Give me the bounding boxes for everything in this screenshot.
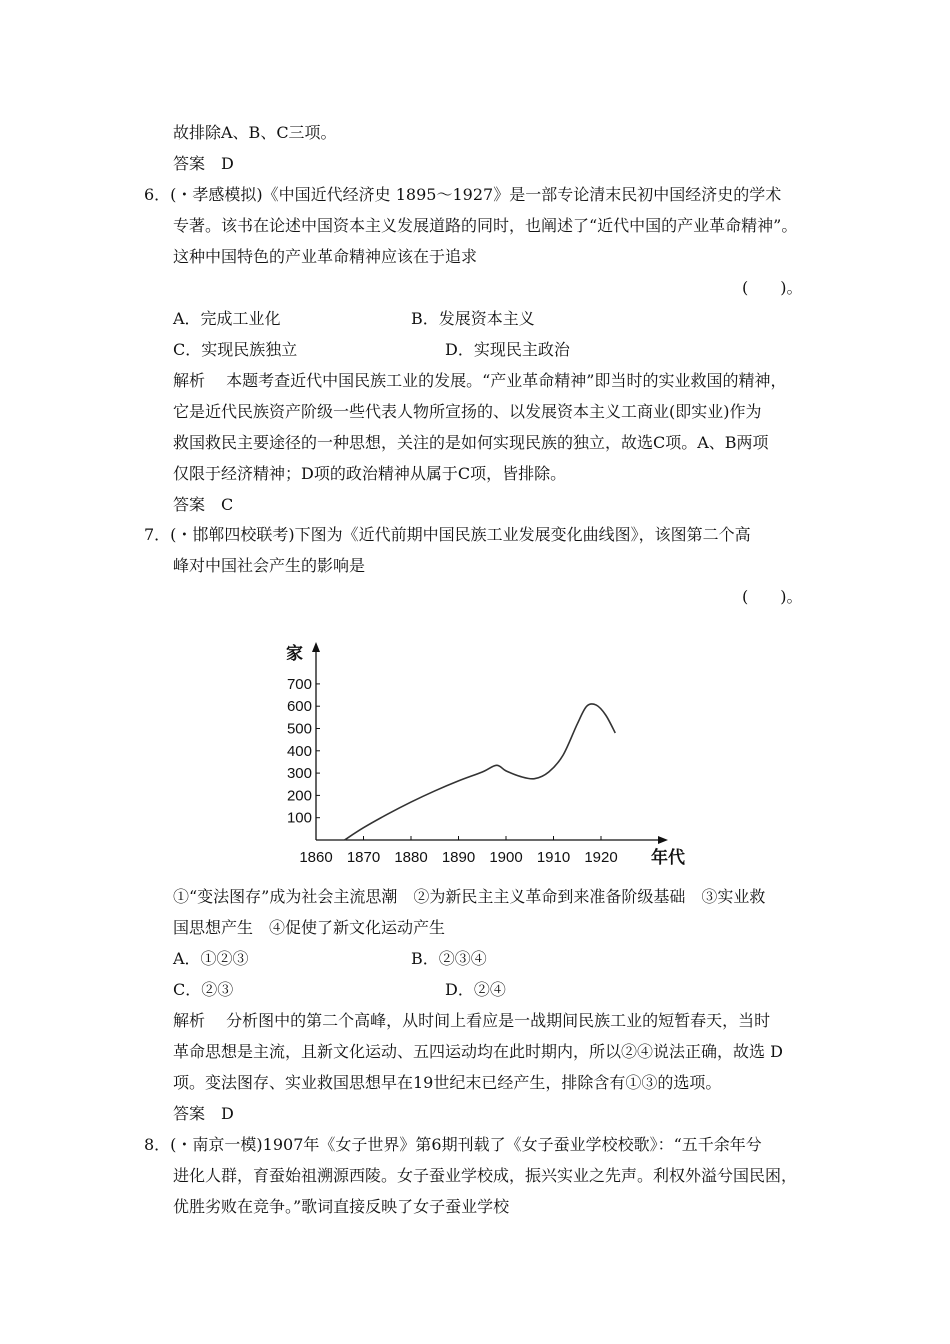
q7-option-c: C．②③ bbox=[173, 980, 234, 999]
y-tick-label: 300 bbox=[286, 765, 312, 783]
y-tick-label: 500 bbox=[286, 720, 312, 738]
q7-explanation-line2: 革命思想是主流，且新文化运动、五四运动均在此时期内，所以②④说法正确，故选 D bbox=[173, 1042, 783, 1061]
q6-stem-line2: 专著。该书在论述中国资本主义发展道路的同时，也阐述了“近代中国的产业革命精神”。 bbox=[173, 216, 798, 235]
q6-option-b: B．发展资本主义 bbox=[411, 309, 535, 328]
y-axis-arrow bbox=[312, 642, 320, 652]
q7-option-b: B．②③④ bbox=[411, 949, 487, 968]
q7-answer: 答案 D bbox=[173, 1104, 234, 1123]
x-tick-label: 1860 bbox=[299, 849, 333, 866]
q8-stem-line3: 优胜劣败在竞争。”歌词直接反映了女子蚕业学校 bbox=[173, 1197, 510, 1216]
prev-explanation-tail: 故排除A、B、C三项。 bbox=[173, 123, 337, 142]
q7-answer-blank: ( )。 bbox=[742, 587, 803, 606]
q7-option-a: A．①②③ bbox=[173, 949, 249, 968]
q6-answer-blank: ( )。 bbox=[742, 278, 803, 297]
prev-answer: 答案 D bbox=[173, 154, 234, 173]
x-tick-label: 1890 bbox=[441, 849, 476, 866]
y-tick-label: 200 bbox=[286, 787, 312, 805]
q8-stem-line2: 进化人群，育蚕始祖溯源西陵。女子蚕业学校成，振兴实业之先声。利权外溢兮国民困， bbox=[173, 1166, 798, 1185]
q6-answer: 答案 C bbox=[173, 495, 234, 514]
q8-stem-line1: 8．(・南京一模)1907年《女子世界》第6期刊载了《女子蚕业学校校歌》：“五千余年兮 bbox=[144, 1135, 762, 1154]
q6-explanation-line1: 解析 本题考查近代中国民族工业的发展。“产业革命精神”即当时的实业救国的精神， bbox=[173, 371, 787, 390]
q6-explanation-line2: 它是近代民族资产阶级一些代表人物所宣扬的、以发展资本主义工商业(即实业)作为 bbox=[173, 402, 762, 421]
x-tick-label: 1880 bbox=[394, 849, 428, 866]
industry-line-chart bbox=[270, 628, 700, 878]
y-tick-label: 400 bbox=[286, 742, 312, 760]
x-tick-label: 1910 bbox=[536, 849, 571, 866]
x-tick-label: 1870 bbox=[346, 849, 381, 866]
series-line bbox=[345, 704, 616, 840]
q6-option-a: A．完成工业化 bbox=[173, 309, 281, 328]
chart-ticks bbox=[287, 676, 618, 866]
q7-stem-line2: 峰对中国社会产生的影响是 bbox=[173, 556, 366, 575]
q7-statements-line1: ①“变法图存”成为社会主流思潮 ②为新民主主义革命到来准备阶级基础 ③实业救 bbox=[173, 887, 766, 906]
q7-option-d: D．②④ bbox=[445, 980, 506, 999]
x-axis-label: 年代 bbox=[651, 848, 685, 867]
q6-explanation-line3: 救国救民主要途径的一种思想，关注的是如何实现民族的独立，故选C项。A、B两项 bbox=[173, 433, 769, 452]
x-tick-label: 1920 bbox=[584, 849, 618, 866]
q6-explanation-line4: 仅限于经济精神；D项的政治精神从属于C项，皆排除。 bbox=[173, 464, 567, 483]
y-tick-label: 600 bbox=[286, 698, 312, 716]
q7-explanation-line1: 解析 分析图中的第二个高峰，从时间上看应是一战期间民族工业的短暂春天，当时 bbox=[173, 1011, 771, 1030]
x-tick-label: 1900 bbox=[489, 849, 523, 866]
chart-axes bbox=[312, 642, 668, 844]
x-axis-arrow bbox=[658, 836, 668, 844]
q7-stem-line1: 7．(・邯郸四校联考)下图为《近代前期中国民族工业发展变化曲线图》，该图第二个高 bbox=[144, 525, 751, 544]
q6-stem-line3: 这种中国特色的产业革命精神应该在于追求 bbox=[173, 247, 478, 266]
y-tick-label: 100 bbox=[286, 809, 312, 827]
q6-stem-line1: 6．(・孝感模拟)《中国近代经济史 1895～1927》是一部专论清末民初中国经济史的学术 bbox=[144, 185, 782, 204]
y-axis-label: 家 bbox=[286, 644, 303, 663]
q6-option-d: D．实现民主政治 bbox=[445, 340, 570, 359]
q7-explanation-line3: 项。变法图存、实业救国思想早在19世纪末已经产生，排除含有①③的选项。 bbox=[173, 1073, 722, 1092]
q6-option-c: C．实现民族独立 bbox=[173, 340, 298, 359]
q7-statements-line2: 国思想产生 ④促使了新文化运动产生 bbox=[173, 918, 446, 937]
y-tick-label: 700 bbox=[286, 675, 312, 693]
